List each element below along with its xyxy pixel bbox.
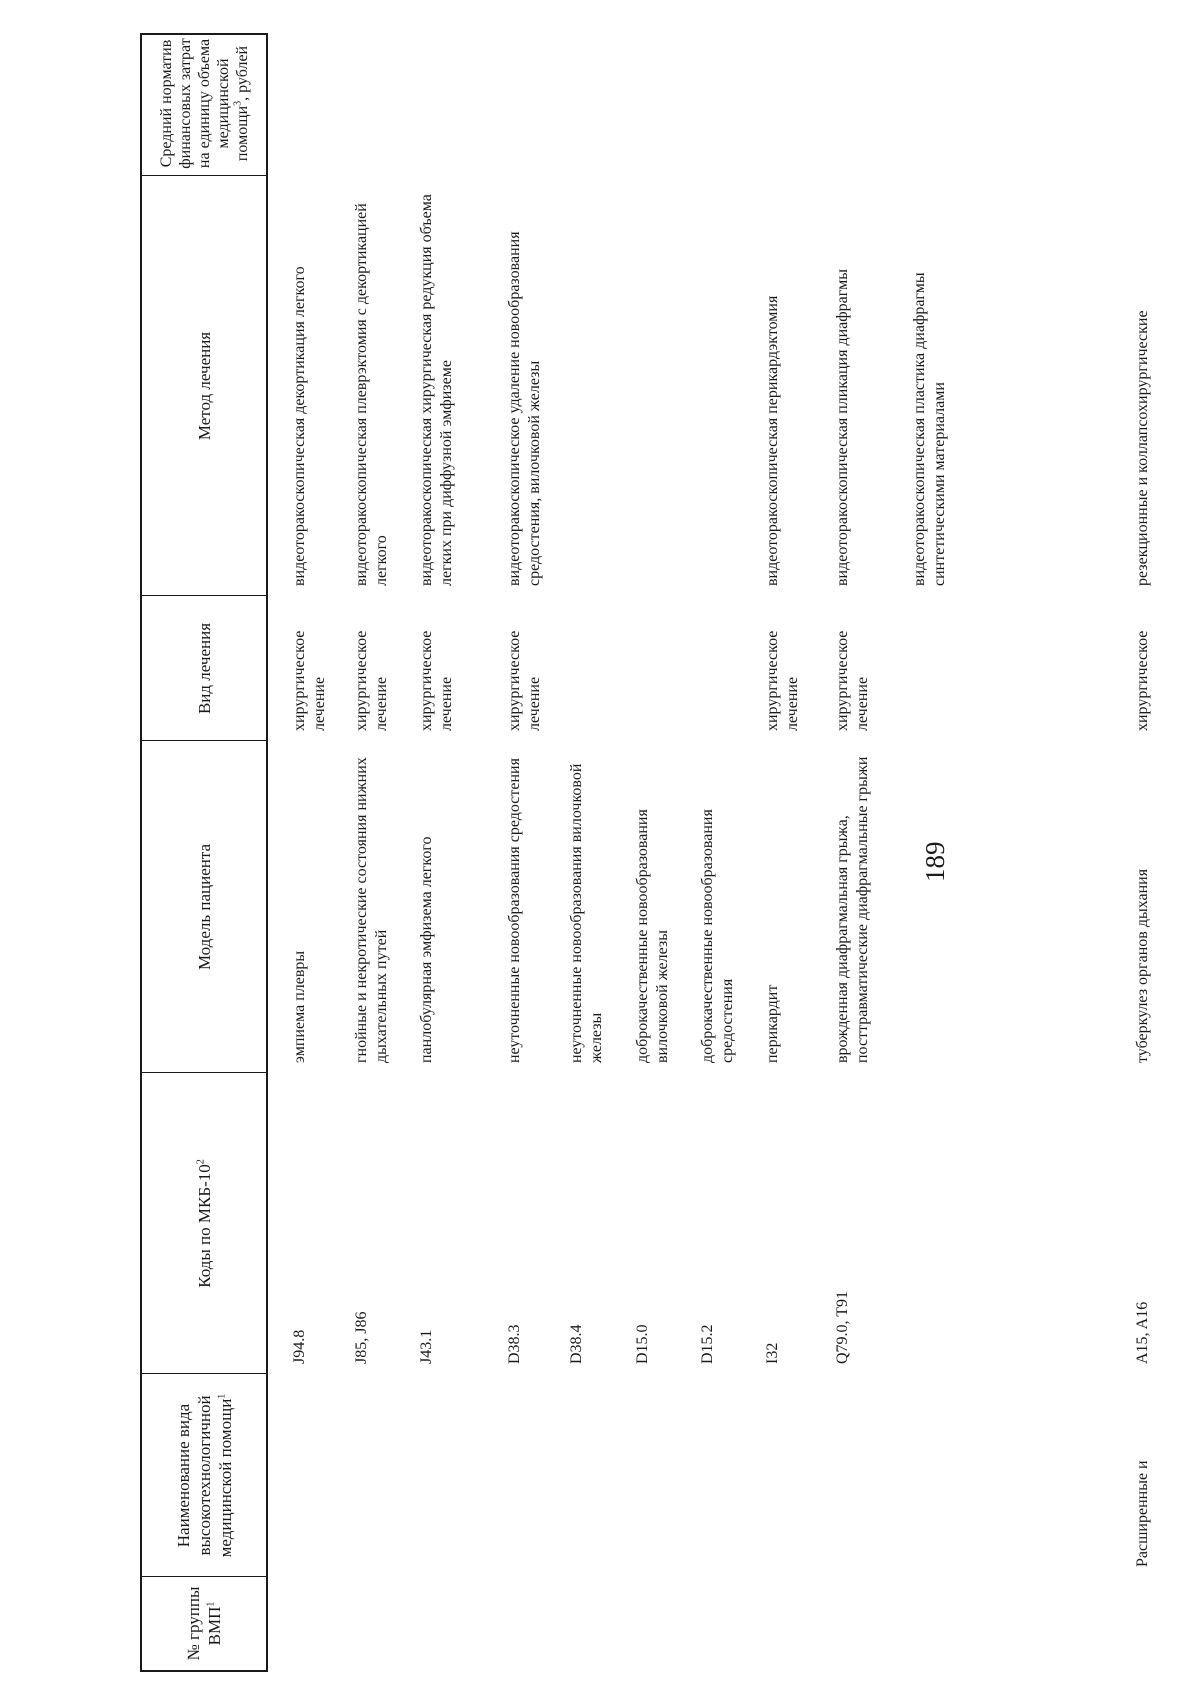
table-header	[140, 33, 268, 1672]
table-row-code: J94.8	[291, 1329, 308, 1364]
table-row-code: J85, J86	[353, 1311, 370, 1364]
table-row-code: I32	[764, 1342, 781, 1364]
table-row-model: гнойные и некротические состояния нижних дыхательных путей	[353, 757, 390, 1063]
table-row-method: видеоторакоскопическая пликация диафрагмы	[834, 269, 851, 586]
table-row-method: видеоторакоскопическая декортикация легкого	[291, 266, 308, 586]
table-row-code: D38.3	[506, 1324, 523, 1364]
header-group-number: № группы ВМП$^1$	[184, 1586, 224, 1661]
page-number: 189	[920, 841, 950, 882]
table-row-method: видеоторакоскопическая хирургическая редукция объема легких при диффузной эмфиземе	[418, 194, 455, 586]
table-row-model: перикардит	[764, 984, 781, 1063]
table-row-model: доброкачественные новообразования вилочковой железы	[634, 809, 671, 1063]
table-row-vid: хирургическое лечение	[764, 630, 801, 731]
table-row-code: A15, A16	[1134, 1301, 1151, 1364]
table-row-method: резекционные и коллапсохирургические	[1134, 310, 1151, 586]
table-row-model: эмпиема плевры	[291, 950, 308, 1063]
table-row-code: J43.1	[418, 1329, 435, 1364]
table-row-vid: хирургическое лечение	[506, 630, 543, 731]
table-row-vid: хирургическое лечение	[418, 630, 455, 731]
table-row-model: неуточненные новообразования вилочковой железы	[568, 763, 605, 1063]
header-patient-model: Модель пациента	[194, 843, 214, 971]
table-row-model: неуточненные новообразования средостения	[506, 758, 523, 1063]
table-row-model: туберкулез органов дыхания	[1134, 868, 1151, 1063]
header-icd-codes: Коды по МКБ-$10^2$	[194, 1159, 214, 1288]
table-row-method: видеоторакоскопическая перикардэктомия	[764, 295, 781, 586]
table-row-code: D15.0	[634, 1324, 651, 1364]
table-row-method: видеоторакоскопическое удаление новообразования средостения, вилочковой железы	[506, 231, 543, 586]
header-treatment-type: Вид лечения	[194, 622, 214, 715]
table-row-method-alt: видеоторакоскопическая пластика диафрагмы синтетическими материалами	[911, 272, 948, 586]
table-row-vmp-name: Расширенные и	[1134, 1460, 1151, 1567]
rotated-page	[140, 32, 1170, 1672]
table-row-model: доброкачественные новообразования средостения	[699, 809, 736, 1063]
table-row-vid: хирургическое лечение	[834, 630, 871, 731]
table-row-model: панлобулярная эмфизема легкого	[418, 836, 435, 1063]
table-row-vid: хирургическое лечение	[353, 630, 390, 731]
table-row-model: врожденная диафрагмальная грыжа, посттравматические диафрагмальные грыжи	[834, 756, 871, 1063]
header-vmp-name: Наименование вида высокотехнологичной медицинской помощи$^1$	[173, 1393, 235, 1558]
table-row-vid: хирургическое	[1134, 630, 1151, 731]
table-row-vid: хирургическое лечение	[291, 630, 328, 731]
table-row-code: D38.4	[568, 1324, 585, 1364]
table-row-code: Q79.0, T91	[834, 1290, 851, 1364]
header-treatment-method: Метод лечения	[194, 331, 214, 441]
table-row-method: видеоторакоскопическая плеврэктомия с декортикацией легкого	[353, 203, 390, 586]
header-cost-norm: Средний норматив финансовых затрат на единицу объема медицинской помощи$^3$, рублей	[157, 38, 251, 169]
table-row-code: D15.2	[699, 1324, 716, 1364]
